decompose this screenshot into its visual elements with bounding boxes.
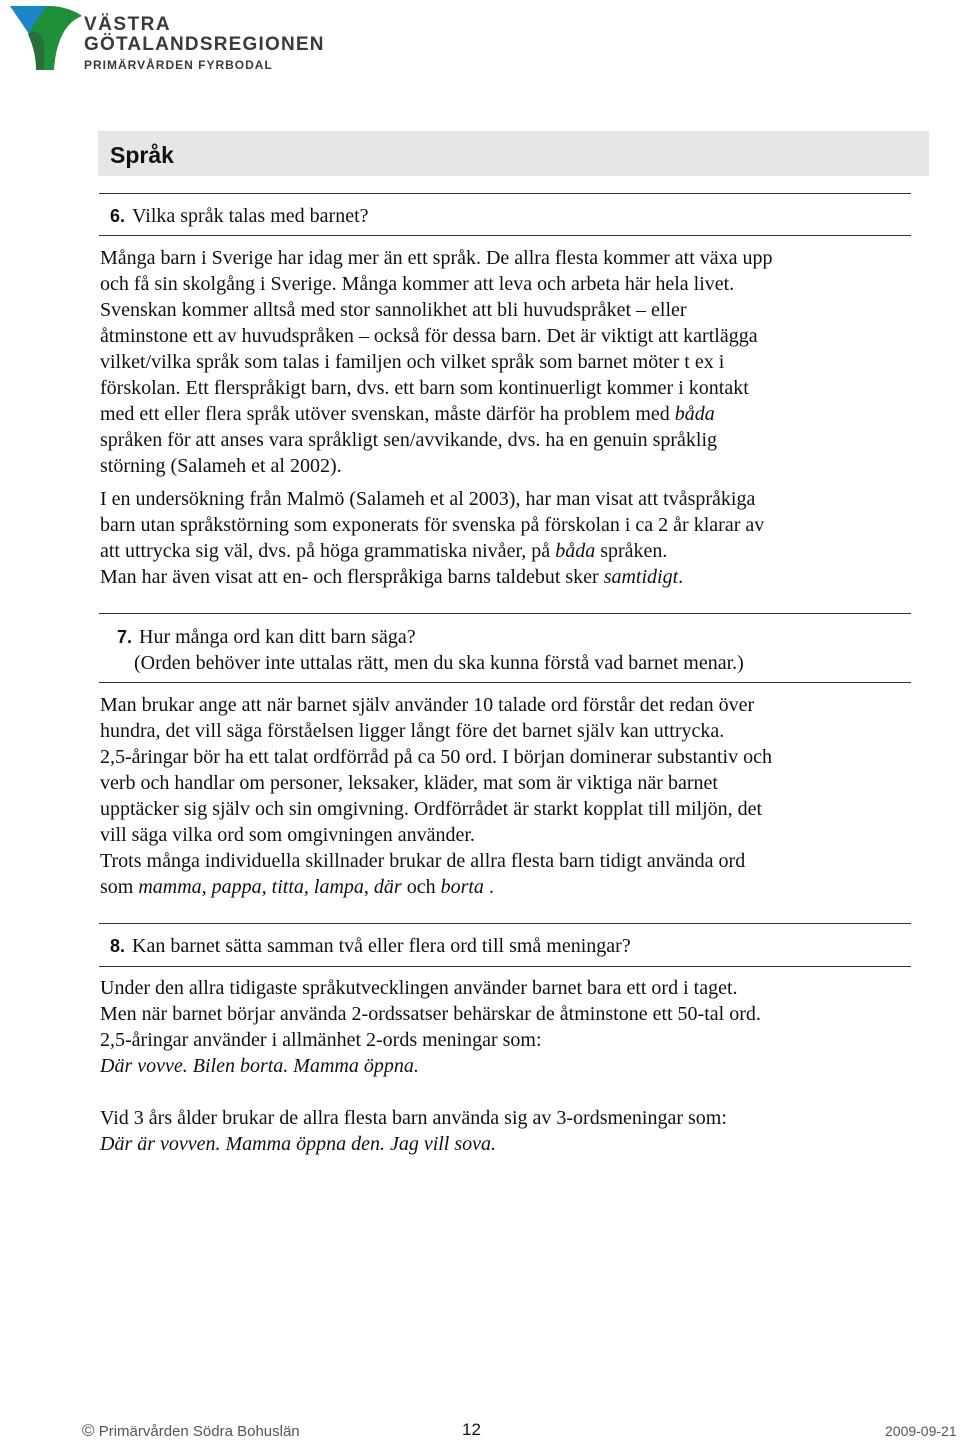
text-run: . <box>483 876 494 898</box>
text-run: . <box>678 566 684 588</box>
paragraph-malmo-study <box>100 486 900 590</box>
text-line: förskolan. Ett flerspråkigt barn, dvs. ett barn som kontinuerligt kommer i kontakt <box>100 377 749 399</box>
emphasis: båda <box>674 403 715 425</box>
text-line: 2,5-åringar bör ha ett talat ordförråd på ca 50 ord. I början dominerar substantiv och <box>100 746 772 768</box>
text-line <box>100 874 900 900</box>
question-text: Kan barnet sätta samman två eller flera ord till små meningar? <box>132 935 631 957</box>
emphasis: båda <box>555 540 596 562</box>
logo-text-gotalandsregionen: GÖTALANDSREGIONEN <box>84 34 325 55</box>
text-line: störning (Salameh et al 2002). <box>100 455 342 477</box>
emphasis: samtidigt <box>603 566 679 588</box>
text-run: , <box>363 876 374 898</box>
footer-organization: Primärvården Södra Bohuslän <box>98 1423 300 1440</box>
text-run: som <box>100 876 139 898</box>
emphasis: där <box>373 876 402 898</box>
question-number: 7. <box>117 627 133 647</box>
text-line: Många barn i Sverige har idag mer än ett språk. De allra flesta kommer att växa upp <box>100 247 773 269</box>
section-heading-box <box>98 131 929 176</box>
text-line: verb och handlar om personer, leksaker, kläder, mat som är viktiga när barnet <box>100 772 718 794</box>
text-line <box>100 564 900 590</box>
text-line: upptäcker sig själv och sin omgivning. Ordförrådet är starkt kopplat till miljön, det <box>100 798 763 820</box>
divider <box>99 923 911 924</box>
text-line: Svenskan kommer alltså med stor sannolikhet att bli huvudspråket – eller <box>100 299 687 321</box>
text-line: vilket/vilka språk som talas i familjen och vilket språk som barnet möter t ex i <box>100 351 725 373</box>
divider <box>99 613 911 614</box>
text-run: Man har även visat att en- och flerspråkiga barns taldebut sker <box>100 566 604 588</box>
question-7-subtext: (Orden behöver inte uttalas rätt, men du ska kunna förstå vad barnet menar.) <box>134 652 744 674</box>
question-6 <box>110 203 369 229</box>
paragraph-vocabulary <box>100 692 900 900</box>
divider <box>99 682 911 683</box>
text-line: barn utan språkstörning som exponerats för svenska på förskolan i ca 2 år klarar av <box>100 514 765 536</box>
text-line: hundra, det vill säga förståelsen ligger långt före det barnet själv kan uttrycka. <box>100 720 725 742</box>
text-line: 2,5-åringar använder i allmänhet 2-ords meningar som: <box>100 1029 542 1051</box>
paragraph-multilingual <box>100 245 900 479</box>
example-sentences <box>100 1053 900 1079</box>
question-text: Vilka språk talas med barnet? <box>132 205 369 227</box>
question-8 <box>110 933 631 959</box>
paragraph-three-word-sentences <box>100 1105 900 1157</box>
copyright-icon: © <box>82 1421 95 1440</box>
divider <box>99 193 911 194</box>
emphasis: mamma, pappa, titta, lampa <box>138 876 364 898</box>
logo-text-vastra: VÄSTRA <box>84 14 172 35</box>
text-line: Under den allra tidigaste språkutvecklingen använder barnet bara ett ord i taget. <box>100 977 738 999</box>
emphasis: borta <box>440 876 484 898</box>
text-line: I en undersökning från Malmö (Salameh et al 2003), har man visat att tvåspråkiga <box>100 488 756 510</box>
text-line: Man brukar ange att när barnet själv använder 10 talade ord förstår det redan över <box>100 694 755 716</box>
emphasis: Där vovve. Bilen borta. Mamma öppna. <box>100 1055 419 1077</box>
paragraph-two-word-sentences <box>100 975 900 1079</box>
text-run: med ett eller flera språk utöver svenskan, måste därför ha problem med <box>100 403 675 425</box>
emphasis: Där är vovven. Mamma öppna den. Jag vill sova. <box>100 1133 497 1155</box>
page-number: 12 <box>462 1420 481 1439</box>
logo-text-primarvarden: PRIMÄRVÅRDEN FYRBODAL <box>84 58 273 72</box>
text-line: åtminstone ett av huvudspråken – också för dessa barn. Det är viktigt att kartlägga <box>100 325 758 347</box>
divider <box>99 235 911 236</box>
vgr-logo <box>8 4 338 76</box>
text-line: och få sin skolgång i Sverige. Många kommer att leva och arbeta här hela livet. <box>100 273 735 295</box>
text-line: språken för att anses vara språkligt sen/avvikande, dvs. ha en genuin språklig <box>100 429 718 451</box>
text-run: och <box>401 876 441 898</box>
example-sentences <box>100 1131 900 1157</box>
question-7 <box>117 624 416 650</box>
text-line: Trots många individuella skillnader brukar de allra flesta barn tidigt använda ord <box>100 850 746 872</box>
vgr-logo-emblem-icon <box>8 4 84 76</box>
question-number: 8. <box>110 936 126 956</box>
section-title: Språk <box>110 142 174 168</box>
text-line: vill säga vilka ord som omgivningen använder. <box>100 824 475 846</box>
text-run: att uttrycka sig väl, dvs. på höga grammatiska nivåer, på <box>100 540 556 562</box>
question-number: 6. <box>110 206 126 226</box>
text-line <box>100 401 900 427</box>
text-run: språken. <box>595 540 668 562</box>
text-line <box>100 538 900 564</box>
text-line: Men när barnet börjar använda 2-ordssatser behärskar de åtminstone ett 50-tal ord. <box>100 1003 761 1025</box>
divider <box>99 966 911 967</box>
footer-copyright <box>82 1421 300 1441</box>
question-text: Hur många ord kan ditt barn säga? <box>139 626 416 648</box>
footer-date: 2009-09-21 <box>885 1423 957 1439</box>
text-line: Vid 3 års ålder brukar de allra flesta barn använda sig av 3-ordsmeningar som: <box>100 1107 727 1129</box>
